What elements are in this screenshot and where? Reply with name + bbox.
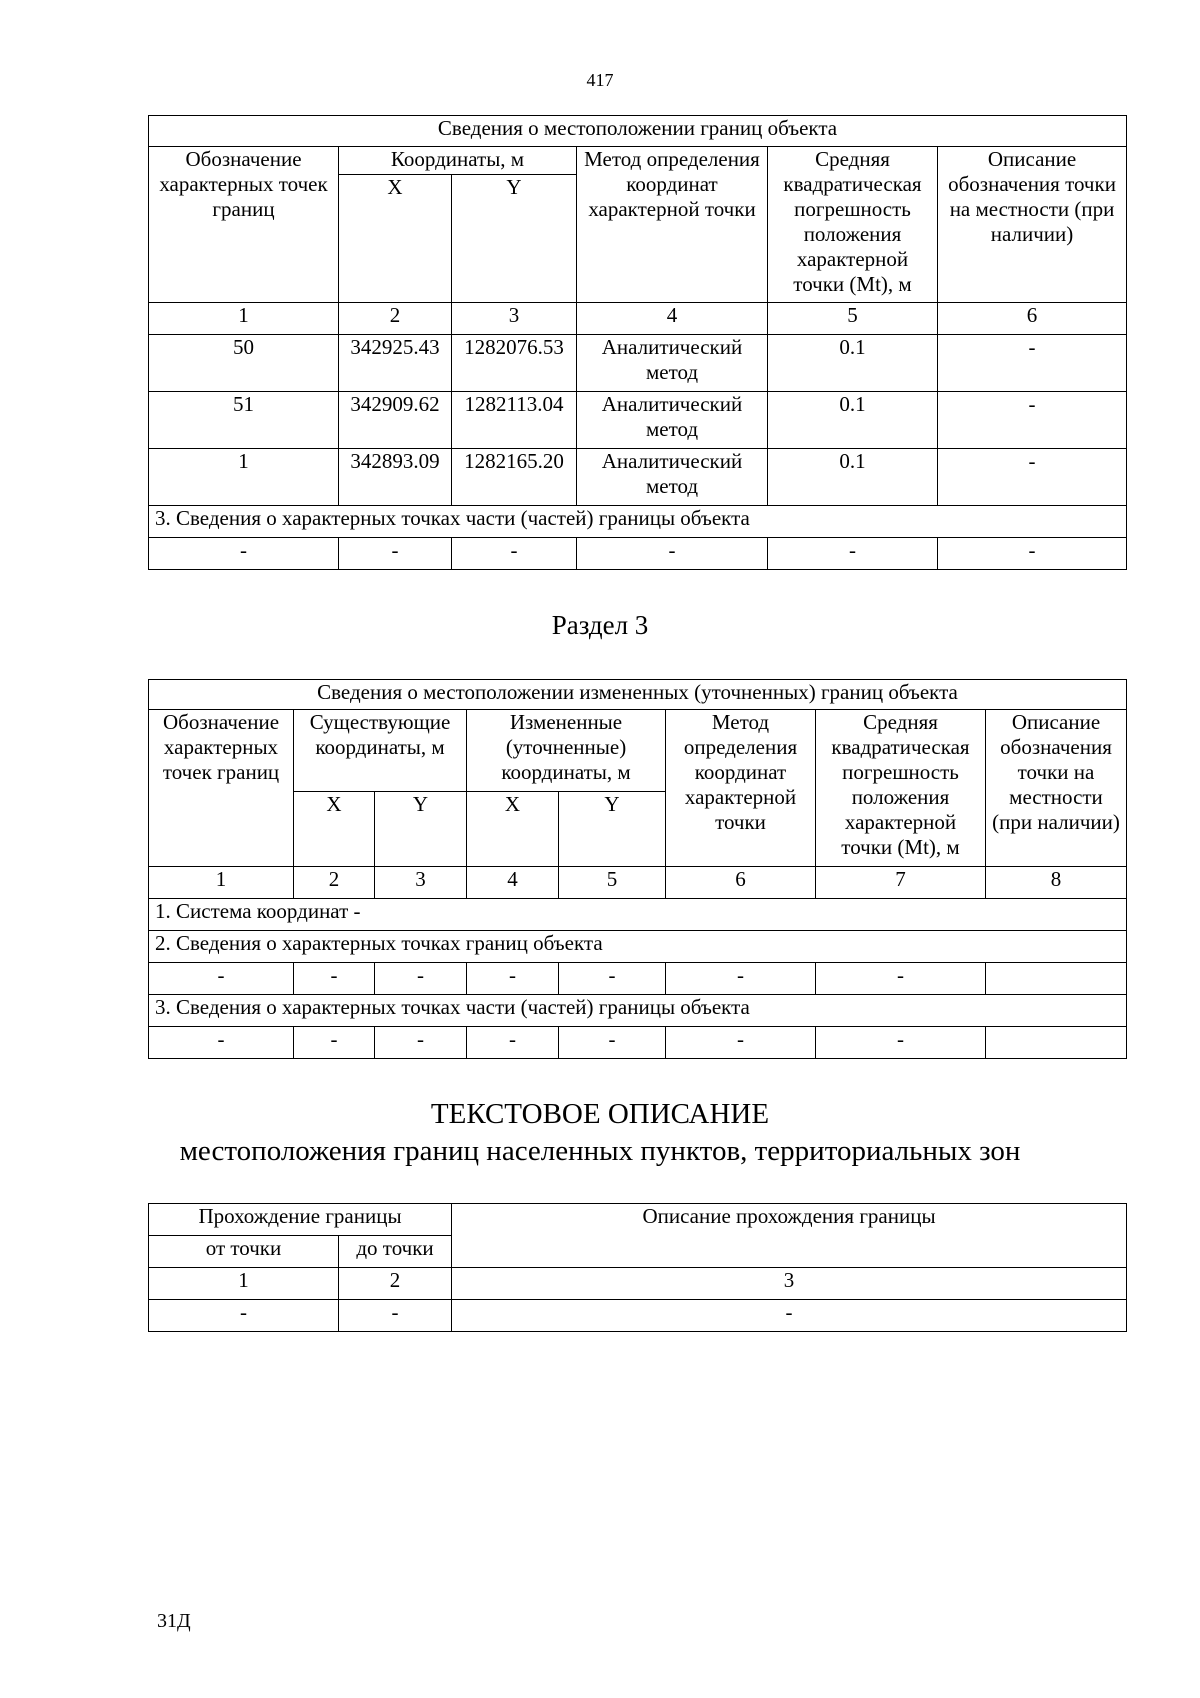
column-number: 2 xyxy=(339,303,452,335)
column-number: 1 xyxy=(149,303,339,335)
header-y: Y xyxy=(375,792,467,867)
table-cell: - xyxy=(816,1027,986,1059)
table-row xyxy=(149,392,1127,449)
table-cell: - xyxy=(768,538,938,570)
section-row-label: 2. Сведения о характерных точках границ объекта xyxy=(149,931,1127,963)
table-cell: - xyxy=(938,538,1127,570)
column-number: 4 xyxy=(467,867,559,899)
table-cell: - xyxy=(149,1027,294,1059)
boundary-passage-table xyxy=(148,1203,1127,1332)
y-cell: 1282165.20 xyxy=(452,449,577,506)
header-existing-coordinates: Существующие координаты, м xyxy=(294,710,467,792)
column-number-row xyxy=(149,1268,1127,1300)
table-cell xyxy=(986,963,1127,995)
boundary-location-table xyxy=(148,115,1127,570)
column-number: 3 xyxy=(452,303,577,335)
section-title: Раздел 3 xyxy=(551,610,649,640)
table-cell: - xyxy=(149,963,294,995)
table-cell: - xyxy=(467,963,559,995)
header-to-point: до точки xyxy=(339,1236,452,1268)
description-cell: - xyxy=(938,392,1127,449)
table-row xyxy=(149,963,1127,995)
method-cell: Аналитический метод xyxy=(577,449,768,506)
table-cell: - xyxy=(467,1027,559,1059)
table-row xyxy=(149,449,1127,506)
table-cell: - xyxy=(452,538,577,570)
header-x: X xyxy=(467,792,559,867)
table-cell: - xyxy=(149,538,339,570)
header-changed-coordinates: Измененные (уточненные) координаты, м xyxy=(467,710,666,792)
header-from-point: от точки xyxy=(149,1236,339,1268)
table-caption: Сведения о местоположении границ объекта xyxy=(149,116,1127,147)
y-cell: 1282076.53 xyxy=(452,335,577,392)
column-number: 3 xyxy=(452,1268,1127,1300)
table-cell: - xyxy=(666,963,816,995)
header-x: X xyxy=(339,175,452,303)
table-cell: - xyxy=(559,963,666,995)
error-cell: 0.1 xyxy=(768,449,938,506)
section-row-label: 3. Сведения о характерных точках части (частей) границы объекта xyxy=(149,995,1127,1027)
x-cell: 342893.09 xyxy=(339,449,452,506)
point-cell: 50 xyxy=(149,335,339,392)
point-cell: 1 xyxy=(149,449,339,506)
header-coordinates: Координаты, м xyxy=(339,147,577,175)
column-number: 1 xyxy=(149,1268,339,1300)
header-error: Средняя квадратическая погрешность положения характерной точки (Mt), м xyxy=(768,147,938,303)
table-row xyxy=(149,335,1127,392)
column-number: 7 xyxy=(816,867,986,899)
column-number: 1 xyxy=(149,867,294,899)
header-description: Описание обозначения точки на местности (при наличии) xyxy=(986,710,1127,867)
table-cell: - xyxy=(666,1027,816,1059)
method-cell: Аналитический метод xyxy=(577,392,768,449)
header-x: X xyxy=(294,792,375,867)
column-number: 6 xyxy=(938,303,1127,335)
table-caption: Сведения о местоположении измененных (уточненных) границ объекта xyxy=(149,680,1127,710)
text-description-title: ТЕКСТОВОЕ ОПИСАНИЕ xyxy=(430,1098,770,1130)
table-cell: - xyxy=(294,963,375,995)
error-cell: 0.1 xyxy=(768,392,938,449)
table-cell: - xyxy=(375,1027,467,1059)
table-cell: - xyxy=(339,538,452,570)
table-cell: - xyxy=(816,963,986,995)
table-cell: - xyxy=(452,1300,1127,1332)
x-cell: 342909.62 xyxy=(339,392,452,449)
column-number: 5 xyxy=(768,303,938,335)
column-number: 5 xyxy=(559,867,666,899)
header-method: Метод определения координат характерной точки xyxy=(666,710,816,867)
column-number: 2 xyxy=(294,867,375,899)
table-row xyxy=(149,1300,1127,1332)
column-number-row xyxy=(149,867,1127,899)
table-row xyxy=(149,1027,1127,1059)
table-cell: - xyxy=(294,1027,375,1059)
header-method: Метод определения координат характерной точки xyxy=(577,147,768,303)
table-cell: - xyxy=(149,1300,339,1332)
header-description: Описание обозначения точки на местности (при наличии) xyxy=(938,147,1127,303)
header-error: Средняя квадратическая погрешность положения характерной точки (Mt), м xyxy=(816,710,986,867)
table-row xyxy=(149,538,1127,570)
table-cell xyxy=(986,1027,1127,1059)
description-cell: - xyxy=(938,449,1127,506)
section-row-label: 1. Система координат - xyxy=(149,899,1127,931)
table-cell: - xyxy=(339,1300,452,1332)
header-passage-description: Описание прохождения границы xyxy=(452,1204,1127,1268)
column-number: 3 xyxy=(375,867,467,899)
table-cell: - xyxy=(375,963,467,995)
column-number: 8 xyxy=(986,867,1127,899)
header-y: Y xyxy=(452,175,577,303)
column-number: 6 xyxy=(666,867,816,899)
error-cell: 0.1 xyxy=(768,335,938,392)
method-cell: Аналитический метод xyxy=(577,335,768,392)
column-number: 2 xyxy=(339,1268,452,1300)
header-point-designation: Обозначение характерных точек границ xyxy=(149,710,294,867)
column-number: 4 xyxy=(577,303,768,335)
header-point-designation: Обозначение характерных точек границ xyxy=(149,147,339,303)
section-row-label: 3. Сведения о характерных точках части (частей) границы объекта xyxy=(149,506,1127,538)
table-cell: - xyxy=(577,538,768,570)
table-cell: - xyxy=(559,1027,666,1059)
point-cell: 51 xyxy=(149,392,339,449)
changed-boundary-table xyxy=(148,679,1127,1059)
x-cell: 342925.43 xyxy=(339,335,452,392)
header-y: Y xyxy=(559,792,666,867)
header-passage: Прохождение границы xyxy=(149,1204,452,1236)
footer-code: 31Д xyxy=(157,1610,191,1632)
page-number: 417 xyxy=(586,70,614,90)
text-description-subtitle: местоположения границ населенных пунктов, территориальных зон xyxy=(179,1135,1021,1167)
column-number-row xyxy=(149,303,1127,335)
y-cell: 1282113.04 xyxy=(452,392,577,449)
description-cell: - xyxy=(938,335,1127,392)
